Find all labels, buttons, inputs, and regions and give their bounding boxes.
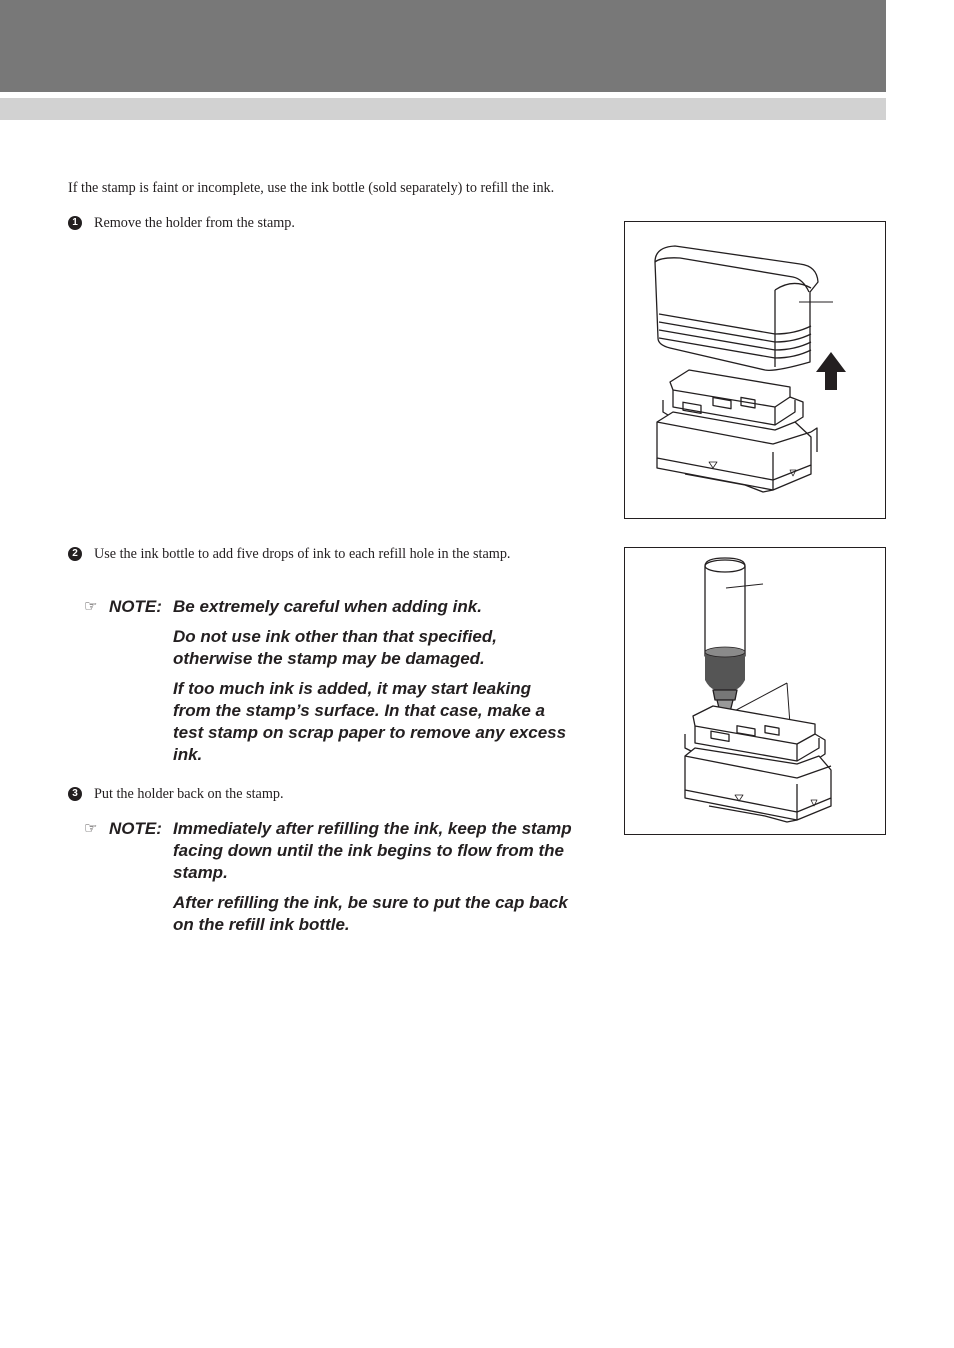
figure-refill-ink xyxy=(624,547,886,835)
step-number: 1 xyxy=(68,216,82,230)
note-label: NOTE: xyxy=(109,597,162,616)
note-line: Be extremely careful when adding ink. xyxy=(173,597,482,616)
step-number: 2 xyxy=(68,547,82,561)
note-line: Do not use ink other than that specified, otherwise the stamp may be damaged. xyxy=(173,627,497,668)
step-number: 3 xyxy=(68,787,82,801)
ink-bottle-illustration xyxy=(625,548,885,834)
note-line: After refilling the ink, be sure to put the cap back on the refill ink bottle. xyxy=(173,893,568,934)
pointing-hand-icon: ☞ xyxy=(84,820,98,837)
note-line: If too much ink is added, it may start leaking from the stamp’s surface. In that case, make a test stamp on scrap paper to remove any excess ink. xyxy=(173,679,567,764)
pointing-hand-icon: ☞ xyxy=(84,598,98,615)
intro-paragraph: If the stamp is faint or incomplete, use the ink bottle (sold separately) to refill the ink. xyxy=(68,180,555,196)
step-text: Remove the holder from the stamp. xyxy=(94,215,295,231)
note-line: Immediately after refilling the ink, keep the stamp facing down until the ink begins to flow from the stamp. xyxy=(173,819,572,882)
figure-remove-holder xyxy=(624,221,886,519)
sub-header-band xyxy=(0,98,886,120)
stamp-holder-illustration xyxy=(625,222,885,518)
note-label: NOTE: xyxy=(109,819,162,838)
step-text: Use the ink bottle to add five drops of ink to each refill hole in the stamp. xyxy=(94,546,511,562)
header-band xyxy=(0,0,886,92)
step-text: Put the holder back on the stamp. xyxy=(94,786,284,802)
